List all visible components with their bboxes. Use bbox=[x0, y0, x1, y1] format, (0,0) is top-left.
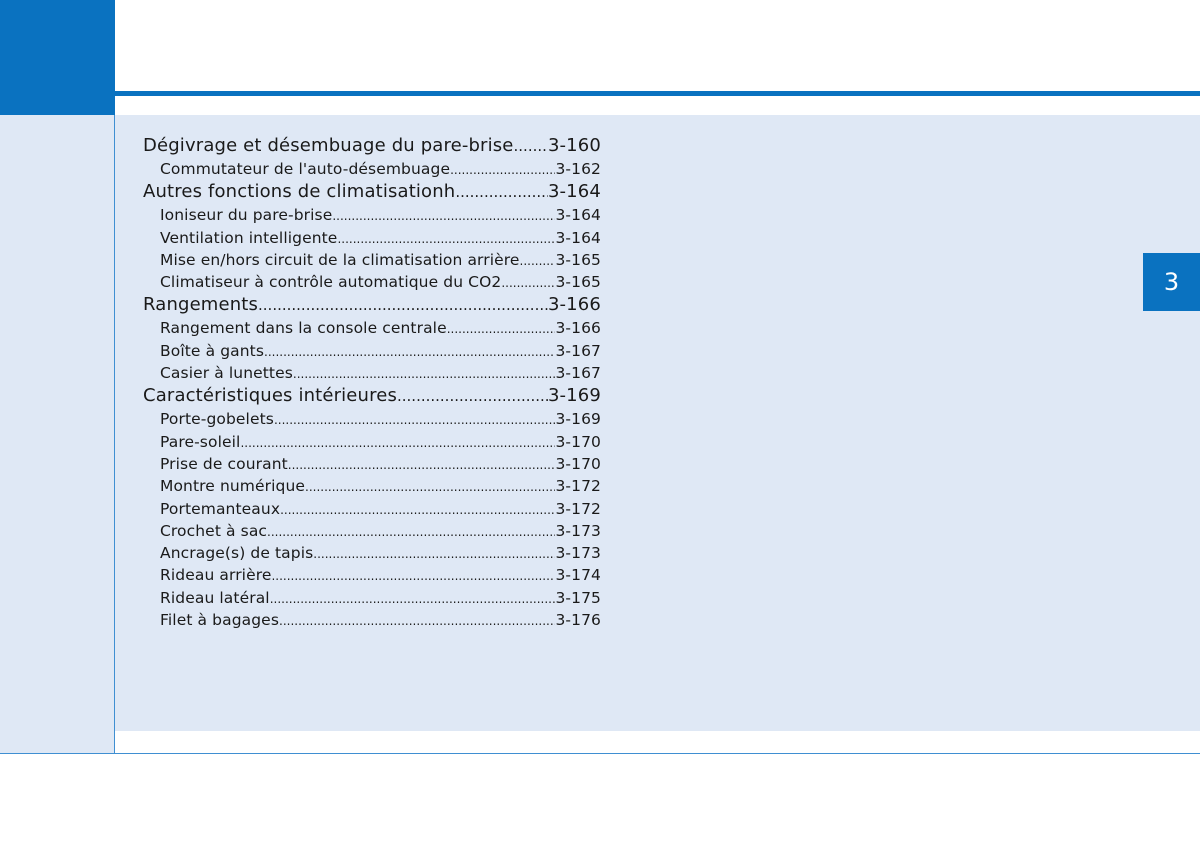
toc-dot-leader bbox=[337, 228, 555, 249]
toc-entry-title: Ancrage(s) de tapis bbox=[160, 544, 314, 563]
corner-color-block bbox=[0, 0, 115, 115]
toc-dot-leader bbox=[450, 159, 555, 180]
toc-page-number: 3-164 bbox=[555, 206, 601, 225]
toc-subsection-entry[interactable] bbox=[143, 204, 601, 226]
toc-subsection-entry[interactable] bbox=[143, 362, 601, 384]
toc-page-number: 3-173 bbox=[555, 521, 601, 540]
chapter-number: 3 bbox=[1163, 268, 1180, 296]
toc-page-number: 3-160 bbox=[547, 135, 601, 156]
side-margin-panel bbox=[0, 115, 114, 753]
toc-dot-leader bbox=[240, 432, 555, 453]
toc-entry-title: Filet à bagages bbox=[160, 611, 279, 630]
toc-page-number: 3-176 bbox=[555, 611, 601, 630]
toc-dot-leader bbox=[455, 180, 548, 204]
toc-dot-leader bbox=[279, 610, 555, 631]
toc-entry-title: Rideau latéral bbox=[160, 588, 270, 607]
toc-subsection-entry[interactable] bbox=[143, 271, 601, 293]
toc-entry-title: Autres fonctions de climatisationh bbox=[143, 181, 456, 203]
toc-page-number: 3-162 bbox=[555, 160, 601, 178]
toc-page-number: 3-166 bbox=[547, 294, 601, 316]
toc-entry-title: Rangements bbox=[143, 294, 259, 316]
toc-entry-title: Caractéristiques intérieures bbox=[143, 385, 397, 407]
toc-dot-leader bbox=[514, 134, 548, 158]
toc-dot-leader bbox=[332, 205, 555, 226]
toc-entry-title: Ioniseur du pare-brise bbox=[160, 206, 333, 225]
toc-entry-title: Ventilation intelligente bbox=[160, 228, 338, 247]
toc-subsection-entry[interactable] bbox=[143, 227, 601, 249]
header-rule bbox=[115, 91, 1200, 96]
toc-subsection-entry[interactable] bbox=[143, 520, 601, 542]
toc-subsection-entry[interactable] bbox=[143, 542, 601, 564]
toc-dot-leader bbox=[270, 588, 556, 609]
toc-subsection-entry[interactable] bbox=[143, 498, 601, 520]
toc-page-number: 3-169 bbox=[555, 410, 601, 429]
toc-dot-leader bbox=[501, 272, 555, 293]
toc-entry-title: Commutateur de l'auto-désembuage bbox=[160, 160, 451, 178]
toc-dot-leader bbox=[397, 384, 548, 408]
toc-page-number: 3-172 bbox=[555, 477, 601, 496]
toc-subsection-entry[interactable] bbox=[143, 431, 601, 453]
toc-subsection-entry[interactable] bbox=[143, 609, 601, 631]
toc-dot-leader bbox=[280, 499, 555, 520]
toc-entry-title: Rideau arrière bbox=[160, 566, 272, 585]
chapter-tab[interactable] bbox=[1143, 253, 1200, 311]
toc-dot-leader bbox=[271, 565, 555, 586]
toc-page-number: 3-174 bbox=[555, 566, 601, 585]
toc-dot-leader bbox=[274, 409, 556, 430]
toc-subsection-entry[interactable] bbox=[143, 340, 601, 362]
toc-page-number: 3-165 bbox=[555, 250, 601, 269]
toc-dot-leader bbox=[313, 543, 555, 564]
toc-section-entry[interactable] bbox=[143, 384, 601, 408]
toc-section-entry[interactable] bbox=[143, 134, 601, 158]
toc-dot-leader bbox=[267, 521, 555, 542]
toc-entry-title: Porte-gobelets bbox=[160, 410, 274, 429]
toc-dot-leader bbox=[258, 293, 548, 317]
toc-entry-title: Casier à lunettes bbox=[160, 364, 293, 383]
toc-entry-title: Pare-soleil bbox=[160, 432, 241, 451]
toc-subsection-entry[interactable] bbox=[143, 249, 601, 271]
toc-subsection-entry[interactable] bbox=[143, 453, 601, 475]
toc-page-number: 3-166 bbox=[555, 319, 601, 338]
toc-entry-title: Rangement dans la console centrale bbox=[160, 319, 447, 338]
toc-dot-leader bbox=[447, 318, 556, 339]
toc-section-entry[interactable] bbox=[143, 180, 601, 204]
toc-entry-title: Montre numérique bbox=[160, 477, 306, 496]
toc-dot-leader bbox=[293, 363, 556, 384]
toc-page-number: 3-173 bbox=[555, 544, 601, 563]
toc-entry-title: Boîte à gants bbox=[160, 341, 265, 360]
toc-page-number: 3-164 bbox=[555, 228, 601, 247]
toc-subsection-entry[interactable] bbox=[143, 587, 601, 609]
toc-subsection-entry[interactable] bbox=[143, 158, 601, 180]
toc-entry-title: Crochet à sac bbox=[160, 521, 268, 540]
toc-dot-leader bbox=[288, 454, 556, 475]
toc-page-number: 3-167 bbox=[555, 364, 601, 383]
toc-subsection-entry[interactable] bbox=[143, 475, 601, 497]
toc-subsection-entry[interactable] bbox=[143, 564, 601, 586]
toc-entry-title: Climatiseur à contrôle automatique du CO2 bbox=[160, 273, 502, 292]
toc-page-number: 3-167 bbox=[555, 341, 601, 360]
toc-dot-leader bbox=[520, 250, 556, 271]
toc-entry-title: Portemanteaux bbox=[160, 499, 281, 518]
toc-page-number: 3-170 bbox=[555, 432, 601, 451]
toc-dot-leader bbox=[305, 476, 555, 497]
toc-entry-title: Mise en/hors circuit de la climatisation arrière bbox=[160, 250, 520, 269]
toc-entry-title: Prise de courant bbox=[160, 454, 288, 473]
toc-subsection-entry[interactable] bbox=[143, 408, 601, 430]
toc-page-number: 3-175 bbox=[555, 588, 601, 607]
toc-section-entry[interactable] bbox=[143, 293, 601, 317]
toc-dot-leader bbox=[264, 341, 555, 362]
toc-page-number: 3-165 bbox=[555, 273, 601, 292]
toc-page-number: 3-164 bbox=[547, 181, 601, 203]
table-of-contents bbox=[143, 134, 601, 631]
toc-page-number: 3-172 bbox=[555, 499, 601, 518]
toc-entry-title: Dégivrage et désembuage du pare-brise bbox=[143, 135, 514, 156]
toc-page-number: 3-169 bbox=[547, 385, 601, 407]
toc-subsection-entry[interactable] bbox=[143, 317, 601, 339]
toc-page-number: 3-170 bbox=[555, 454, 601, 473]
bottom-rule bbox=[0, 753, 1200, 754]
